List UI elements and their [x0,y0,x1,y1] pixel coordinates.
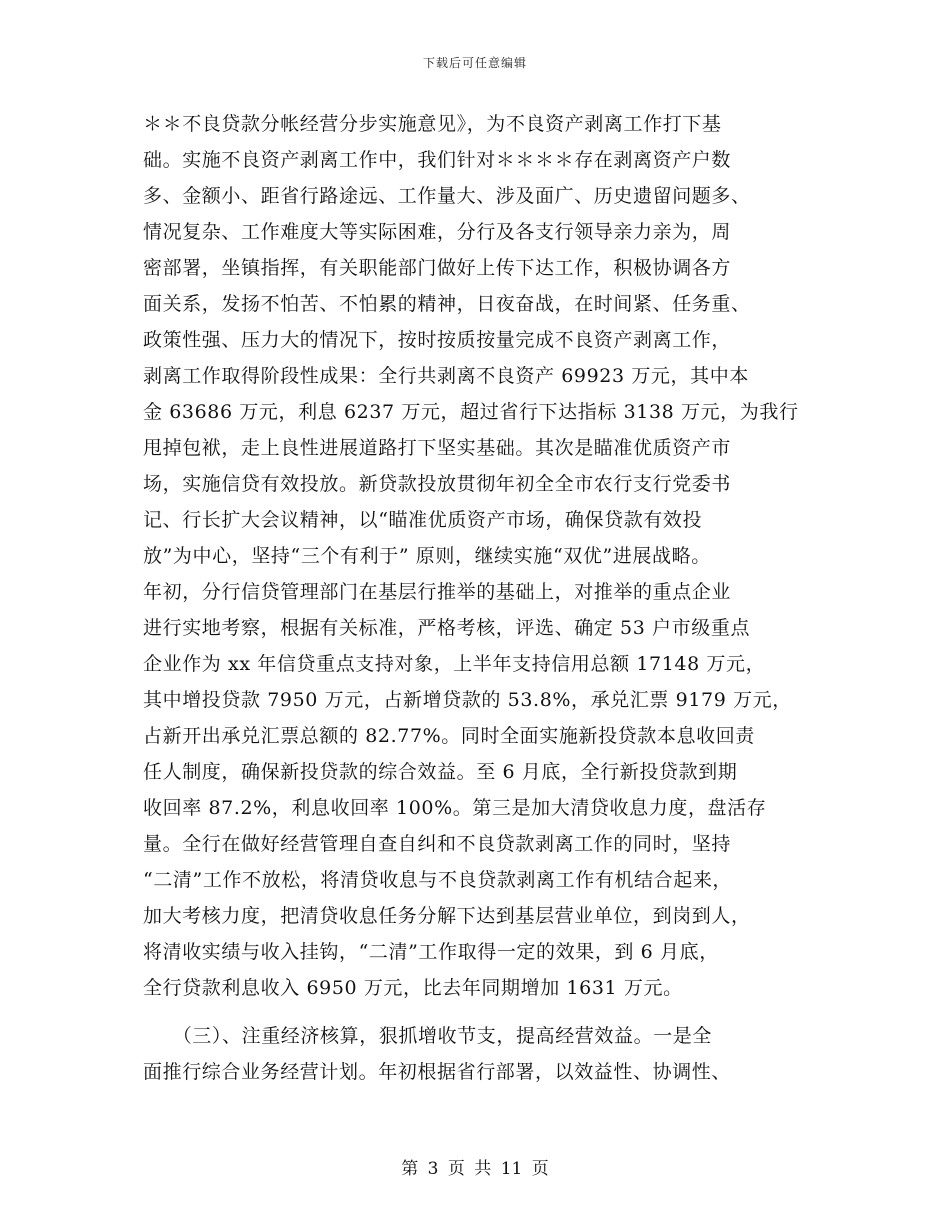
text-line: 放”为中心，坚持“三个有利于” 原则，继续实施“双优”进展战略。 [143,545,711,567]
page-number: 第 3 页 共 11 页 [401,1159,549,1179]
text-line: 情况复杂、工作难度大等实际困难，分行及各支行领导亲力亲为，周 [143,221,732,243]
text-line: 收回率 87.2%，利息收回率 100%。第三是加大清贷收息力度，盘活存 [143,797,767,819]
text-line: 年初，分行信贷管理部门在基层行推举的基础上，对推举的重点企业 [143,581,732,603]
text-line: 甩掉包袱，走上良性进展道路打下坚实基础。其次是瞄准优质资产市 [143,437,732,459]
text-line: 密部署，坐镇指挥，有关职能部门做好上传下达工作，积极协调各方 [143,257,732,279]
text-line: ＊＊不良贷款分帐经营分步实施意见》，为不良资产剥离工作打下基 [143,113,722,135]
text-line: 记、行长扩大会议精神，以“瞄准优质资产市场，确保贷款有效投 [143,509,703,531]
text-line: 政策性强、压力大的情况下，按时按质按量完成不良资产剥离工作， [143,329,732,351]
text-line: 进行实地考察，根据有关标准，严格考核，评选、确定 53 户市级重点 [143,617,751,639]
page-header-note: 下载后可任意编辑 [422,56,527,70]
text-line: 任人制度，确保新投贷款的综合效益。至 6 月底，全行新投贷款到期 [143,761,738,783]
text-line: 量。全行在做好经营管理自查自纠和不良贷款剥离工作的同时，坚持 [143,833,732,855]
text-line: 金 63686 万元，利息 6237 万元，超过省行下达指标 3138 万元，为我行 [143,401,799,423]
text-line: 多、金额小、距省行路途远、工作量大、涉及面广、历史遗留问题多、 [143,185,751,207]
text-line: 面关系，发扬不怕苦、不怕累的精神，日夜奋战，在时间紧、任务重、 [143,293,751,315]
text-line: “二清”工作不放松，将清贷收息与不良贷款剥离工作有机结合起来， [143,869,733,891]
text-line: 其中增投贷款 7950 万元，占新增贷款的 53.8%，承兑汇票 9179 万元， [143,689,792,711]
text-line: 础。实施不良资产剥离工作中，我们针对＊＊＊＊存在剥离资产户数 [143,149,732,171]
text-line: 加大考核力度，把清贷收息任务分解下达到基层营业单位，到岗到人， [143,905,751,927]
text-line: 将清收实绩与收入挂钩，“二清”工作取得一定的效果，到 6 月底， [143,941,719,963]
text-line: 剥离工作取得阶段性成果：全行共剥离不良资产 69923 万元，其中本 [143,365,749,387]
text-line: 场，实施信贷有效投放。新贷款投放贯彻年初全全市农行支行党委书 [143,473,732,495]
text-line: 占新开出承兑汇票总额的 82.77%。同时全面实施新投贷款本息收回责 [143,725,755,747]
text-line: 企业作为 xx 年信贷重点支持对象，上半年支持信用总额 17148 万元， [143,653,766,675]
text-line: 面推行综合业务经营计划。年初根据省行部署，以效益性、协调性、 [143,1061,732,1083]
document-body [143,106,823,1090]
section-heading-line: （三）、注重经济核算，狠抓增收节支，提高经营效益。一是全 [143,1025,713,1047]
text-line: 全行贷款利息收入 6950 万元，比去年同期增加 1631 万元。 [143,977,683,999]
